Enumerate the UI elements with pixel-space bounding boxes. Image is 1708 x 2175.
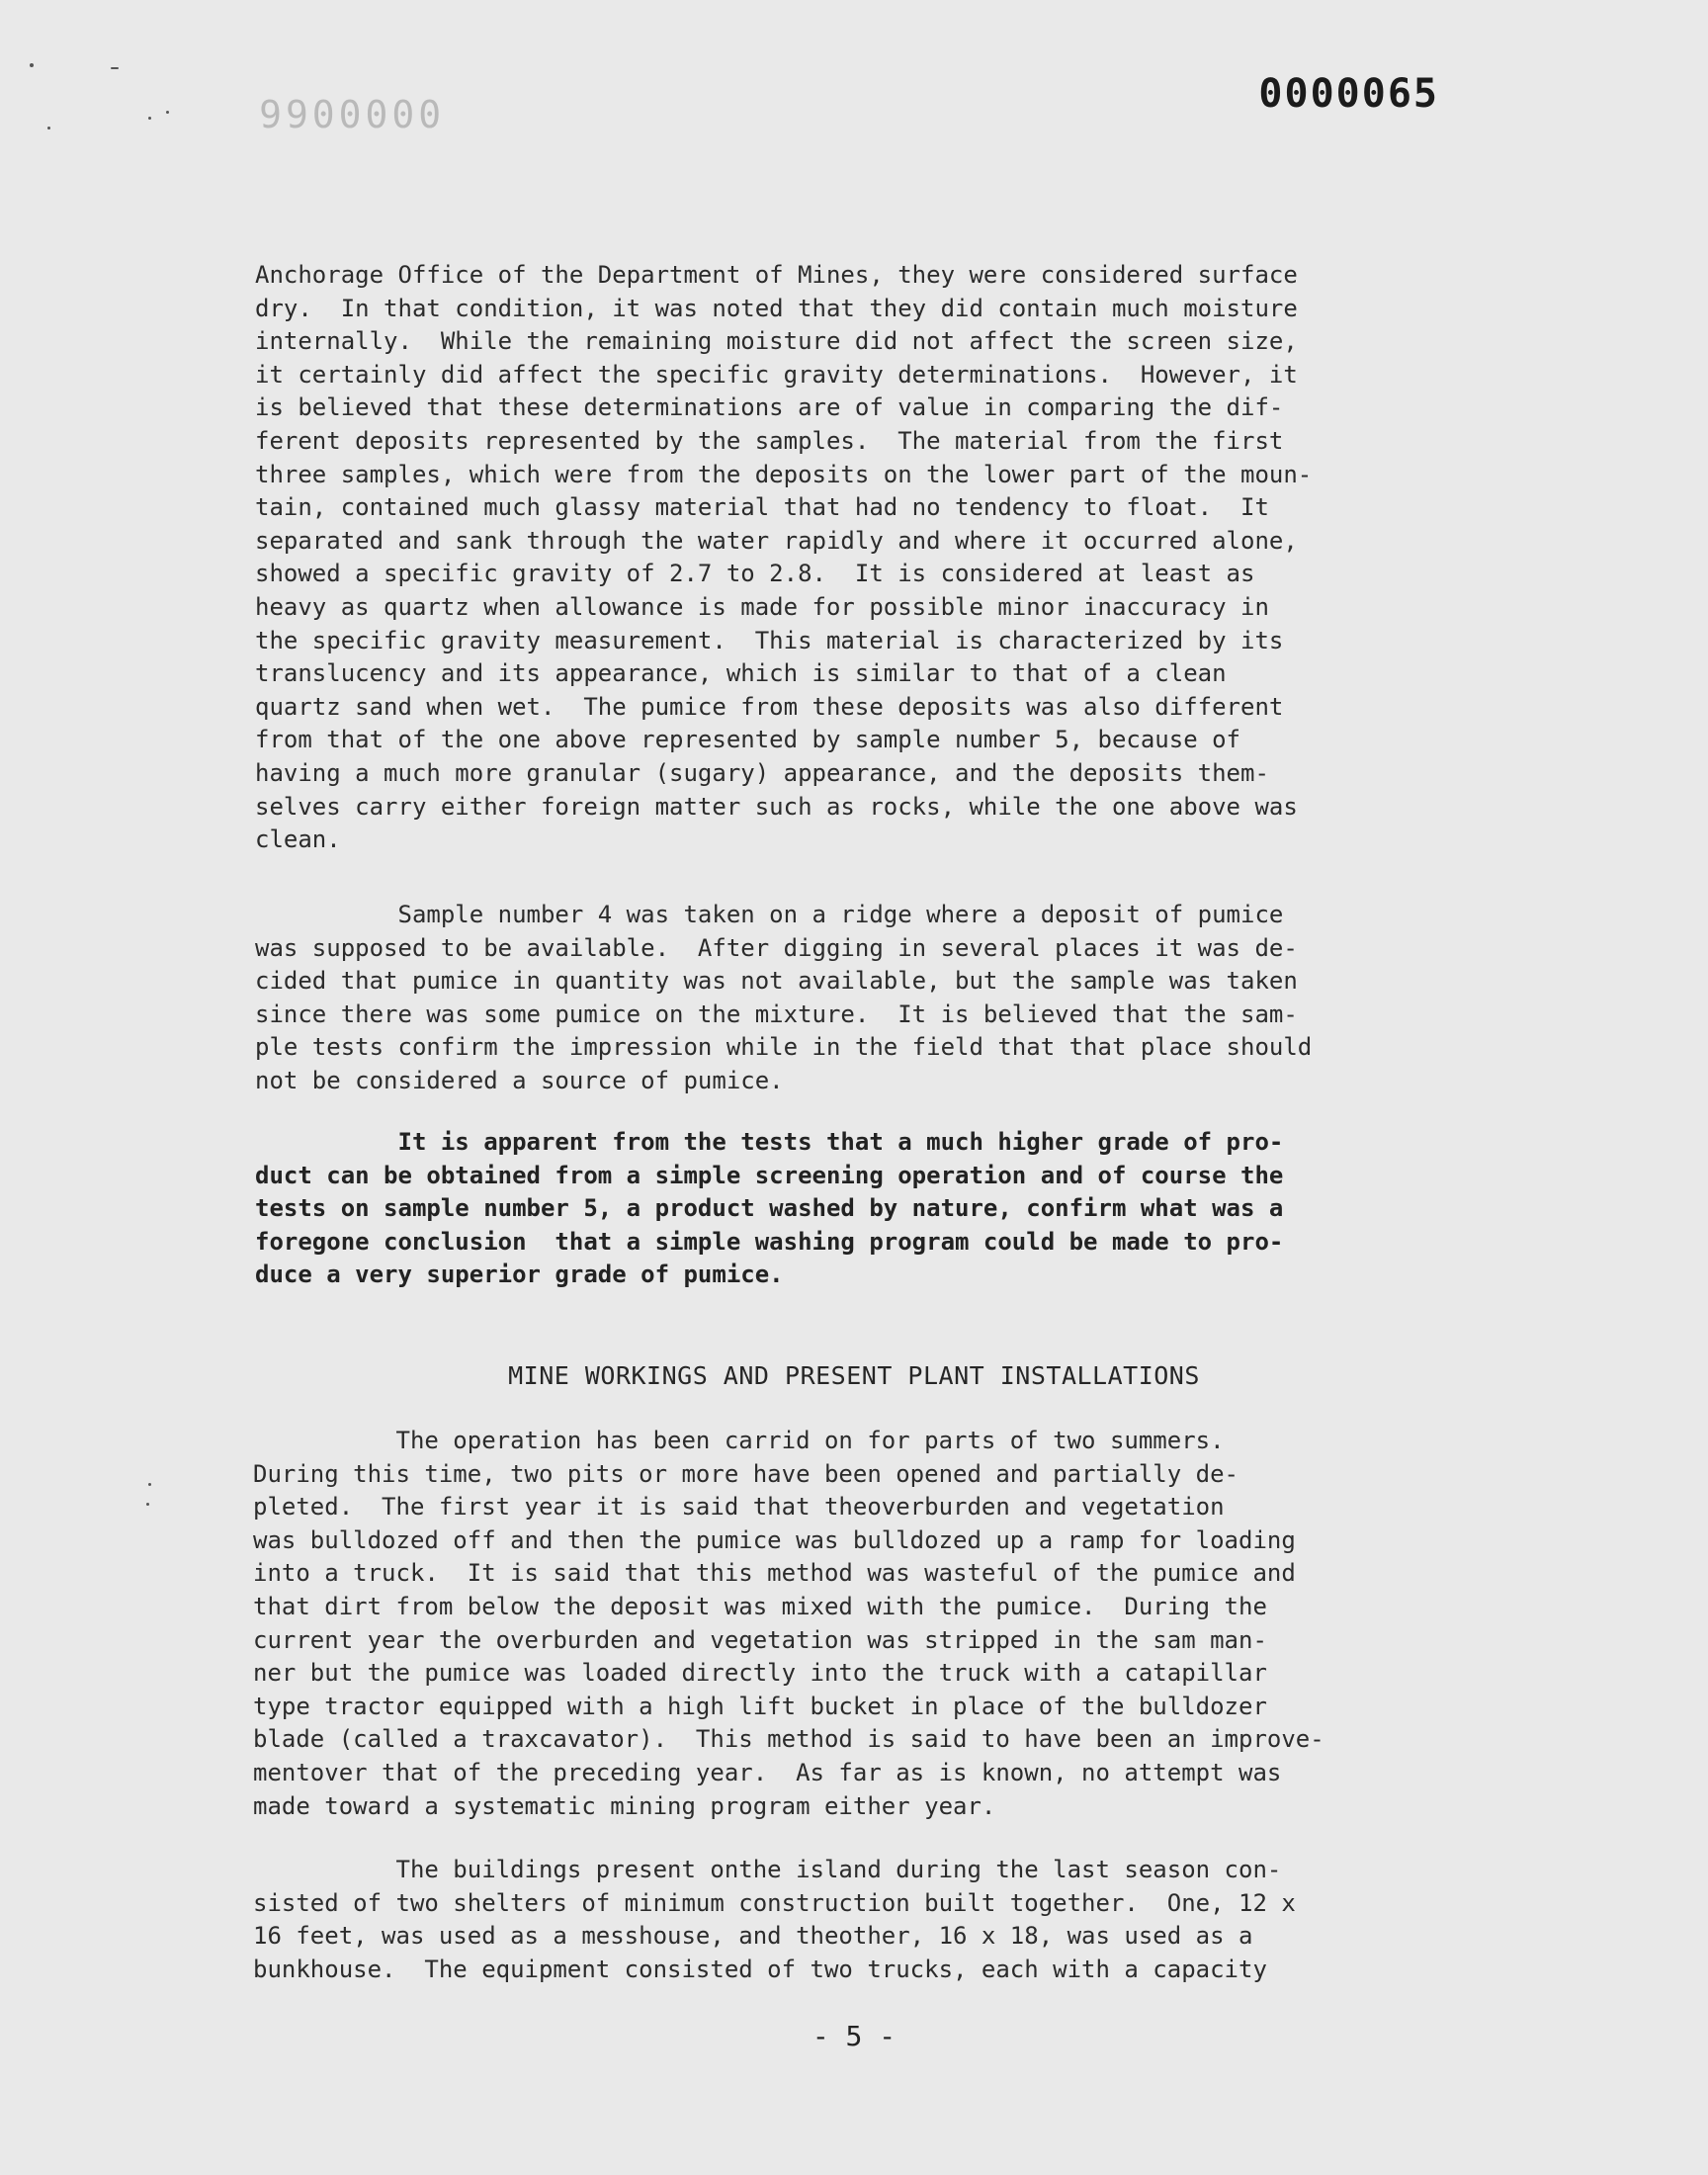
section-heading: MINE WORKINGS AND PRESENT PLANT INSTALLATIONS: [508, 1361, 1200, 1390]
scan-speck: [148, 1483, 151, 1486]
scan-speck: [166, 111, 169, 114]
scan-speck: [148, 117, 151, 120]
scan-speck: [146, 1503, 149, 1506]
paragraph-buildings: The buildings present onthe island during the last season con- sisted of two shelters of minimum construction built together. One, 12 x 16 feet, was used as a messhouse, and theother, 16 x 18, was used as a bunkhouse. The equipment consisted of two trucks, each with a capacity: [253, 1856, 1296, 1983]
bleed-through-stamp: 0000066: [255, 91, 442, 134]
paragraph-operation-history: The operation has been carrid on for parts of two summers. During this time, two pits or more have been opened and partially de- pleted. The first year it is said that theoverburden and vegetation was bulldozed off and then the pumice was bulldozed up a ramp for loading into a truck. It is said that this method was wasteful of the pumice and that dirt from below the deposit was mixed with the pumice. During the current year the overburden and vegetation was stripped in the sam man- ner but the pumice was loaded directly into the truck with a catapillar type tractor equipped with a high lift bucket in place of the bulldozer blade (called a traxcavator). This method is said to have been an improve- mentover that of the preceding year. As far as is known, no attempt was made toward a systematic mining program either year.: [253, 1427, 1324, 1820]
document-number: 0000065: [1258, 71, 1439, 117]
scan-speck: [47, 127, 50, 130]
paragraph-sample-4: Sample number 4 was taken on a ridge where a deposit of pumice was supposed to be available. After digging in several places it was de- cided that pumice in quantity was not available, but the sample was taken since there was some pumice on the mixture. It is believed that the sam- ple tests confirm the impression while in the field that that place should not be considered a source of pumice.: [255, 901, 1313, 1094]
scan-speck: [111, 67, 119, 69]
paragraph-sample-moisture: Anchorage Office of the Department of Mines, they were considered surface dry. In that condition, it was noted that they did contain much moisture internally. While the remaining moisture did not affect the screen size, it certainly did affect the specific gravity determinations. However, it is believed that these determinations are of value in comparing the dif- ferent deposits represented by the samples. The material from the first three samples, which were from the deposits on the lower part of the moun- tain, contained much glassy material that had no tendency to float. It separated and sank through the water rapidly and where it occurred alone, showed a specific gravity of 2.7 to 2.8. It is considered at least as heavy as quartz when allowance is made for possible minor inaccuracy in the specific gravity measurement. This material is characterized by its translucency and its appearance, which is similar to that of a clean quartz sand when wet. The pumice from these deposits was also different from that of the one above represented by sample number 5, because of having a much more granular (sugary) appearance, and the deposits them- selves carry either foreign matter such as rocks, while the one above was clean.: [255, 261, 1313, 854]
paragraph-screening-conclusion: It is apparent from the tests that a much higher grade of pro- duct can be obtained from a simple screening operation and of course the tests on sample number 5, a product washed by nature, confirm what was a foregone conclusion that a simple washing program could be made to pro- duce a very superior grade of pumice.: [255, 1128, 1284, 1289]
page-number: - 5 -: [811, 2020, 897, 2052]
scan-speck: [30, 63, 34, 67]
